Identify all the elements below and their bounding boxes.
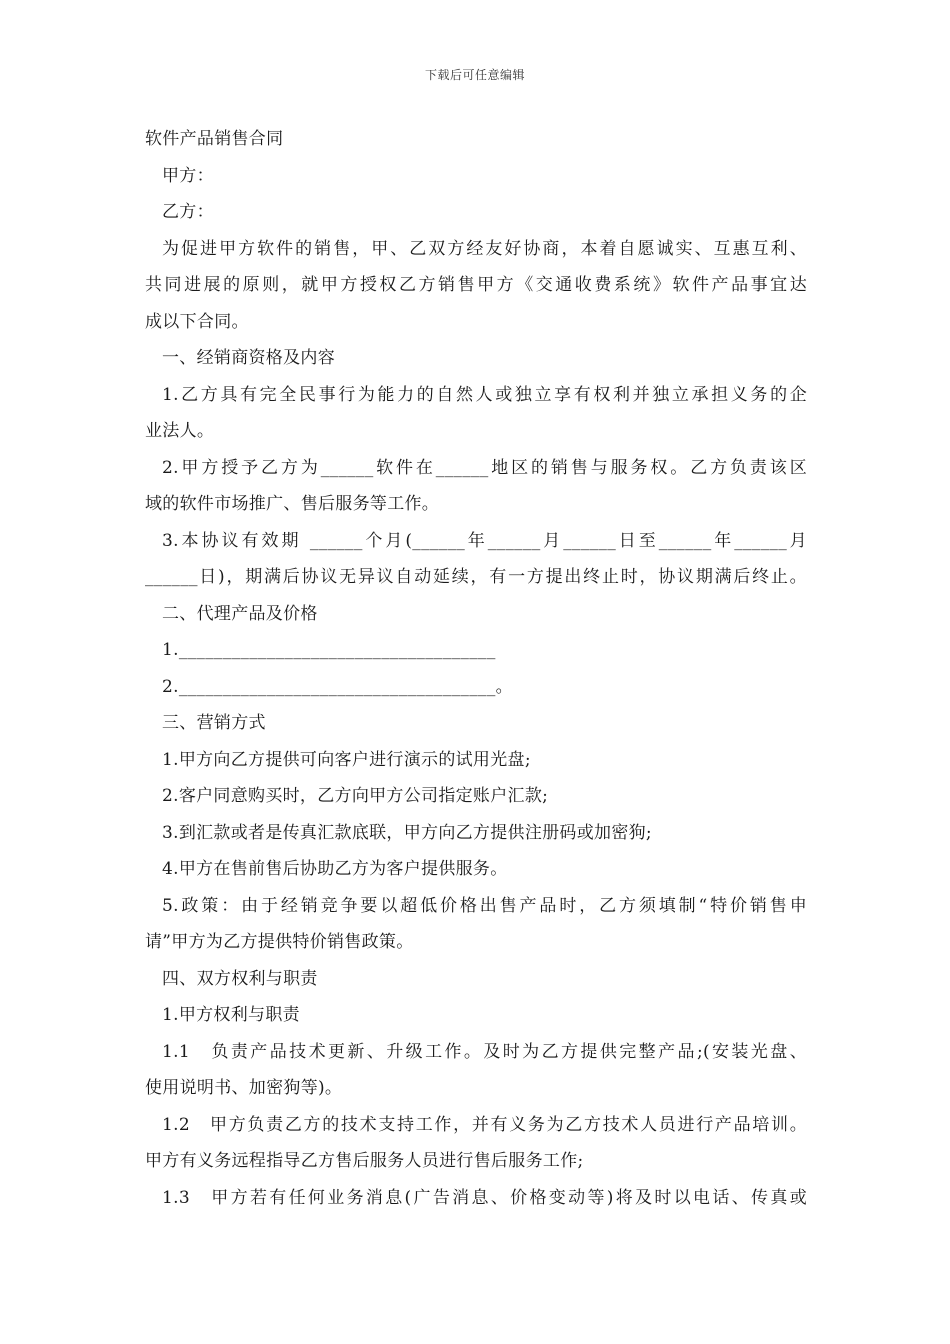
document-line: 共同进展的原则，就甲方授权乙方销售甲方《交通收费系统》软件产品事宜达 [145, 275, 807, 295]
document-line: 使用说明书、加密狗等)。 [145, 1078, 343, 1098]
document-line: 请”甲方为乙方提供特价销售政策。 [145, 932, 414, 952]
document-line: 1.甲方向乙方提供可向客户进行演示的试用光盘; [162, 749, 531, 770]
document-line: 乙方： [162, 202, 214, 222]
document-line: 甲方： [162, 165, 214, 186]
document-line: 1.1 负责产品技术更新、升级工作。及时为乙方提供完整产品;(安装光盘、 [162, 1041, 807, 1062]
document-line: 1.乙方具有完全民事行为能力的自然人或独立享有权利并独立承担义务的企 [162, 384, 807, 405]
document-title: 软件产品销售合同 [145, 129, 284, 149]
document-body [145, 121, 807, 1216]
document-line: 5.政策：由于经销竞争要以超低价格出售产品时，乙方须填制“特价销售申 [162, 895, 807, 916]
document-line: 一、经销商资格及内容 [162, 348, 335, 368]
document-line: 2.____________________________________。 [162, 676, 513, 697]
document-line: 3.到汇款或者是传真汇款底联，甲方向乙方提供注册码或加密狗; [162, 822, 652, 843]
document-line: 业法人。 [145, 421, 215, 441]
document-line: 3.本协议有效期 ______个月(______年______月______日至______年______月 [162, 530, 807, 551]
document-line: 1.____________________________________ [162, 640, 496, 660]
document-line: 甲方有义务远程指导乙方售后服务人员进行售后服务工作; [145, 1151, 584, 1171]
document-line: 为促进甲方软件的销售，甲、乙双方经友好协商，本着自愿诚实、互惠互利、 [162, 238, 807, 259]
document-line: 1.2 甲方负责乙方的技术支持工作，并有义务为乙方技术人员进行产品培训。 [162, 1114, 807, 1135]
document-line: 成以下合同。 [145, 311, 249, 332]
page-header-note: 下载后可任意编辑 [424, 68, 525, 82]
document-line: 2.甲方授予乙方为______软件在______地区的销售与服务权。乙方负责该区 [162, 457, 807, 478]
document-line: 三、营销方式 [162, 713, 266, 733]
document-line: ______日)，期满后协议无异议自动延续，有一方提出终止时，协议期满后终止。 [145, 567, 807, 587]
document-line: 1.3 甲方若有任何业务消息(广告消息、价格变动等)将及时以电话、传真或 [162, 1187, 807, 1208]
document-line: 2.客户同意购买时，乙方向甲方公司指定账户汇款; [162, 786, 549, 806]
document-line: 域的软件市场推广、售后服务等工作。 [145, 494, 440, 514]
document-line: 四、双方权利与职责 [162, 968, 318, 989]
document-line: 1.甲方权利与职责 [162, 1005, 300, 1025]
document-line: 二、代理产品及价格 [162, 603, 318, 624]
document-line: 4.甲方在售前售后协助乙方为客户提供服务。 [162, 859, 508, 879]
